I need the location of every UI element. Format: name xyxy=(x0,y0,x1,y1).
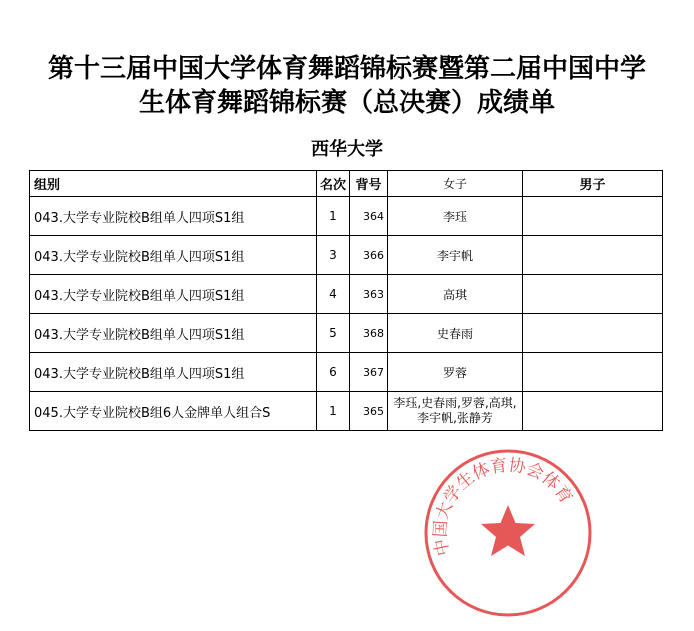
header-bib: 背号 xyxy=(350,171,388,197)
table-row xyxy=(30,314,663,353)
cell-group: 045.大学专业院校B组6人金牌单人组合S xyxy=(30,392,317,431)
cell-group: 043.大学专业院校B组单人四项S1组 xyxy=(30,353,317,392)
cell-rank: 5 xyxy=(317,314,350,353)
cell-group: 043.大学专业院校B组单人四项S1组 xyxy=(30,236,317,275)
cell-female: 罗蓉 xyxy=(388,353,523,392)
cell-group: 043.大学专业院校B组单人四项S1组 xyxy=(30,197,317,236)
cell-rank: 3 xyxy=(317,236,350,275)
table-row xyxy=(30,353,663,392)
cell-male xyxy=(523,275,663,314)
table-row xyxy=(30,392,663,431)
cell-male xyxy=(523,353,663,392)
university-name: 西华大学 xyxy=(311,139,383,160)
results-table xyxy=(29,170,663,431)
cell-bib: 365 xyxy=(350,392,388,431)
table-row xyxy=(30,197,663,236)
header-female: 女子 xyxy=(388,171,523,197)
cell-rank: 1 xyxy=(317,392,350,431)
official-seal xyxy=(420,445,596,621)
cell-female: 李珏 xyxy=(388,197,523,236)
title-line-1: 第十三届中国大学体育舞蹈锦标赛暨第二届中国中学 xyxy=(47,54,646,84)
cell-male xyxy=(523,236,663,275)
cell-rank: 4 xyxy=(317,275,350,314)
cell-rank: 6 xyxy=(317,353,350,392)
star-icon xyxy=(481,505,535,556)
seal-text: 中国大学生体育协会体育舞蹈分会 xyxy=(430,455,577,558)
cell-male xyxy=(523,392,663,431)
cell-female: 高琪 xyxy=(388,275,523,314)
cell-bib: 364 xyxy=(350,197,388,236)
cell-female: 史春雨 xyxy=(388,314,523,353)
header-rank: 名次 xyxy=(317,171,350,197)
cell-group: 043.大学专业院校B组单人四项S1组 xyxy=(30,275,317,314)
cell-rank: 1 xyxy=(317,197,350,236)
document-title xyxy=(0,52,694,120)
header-male: 男子 xyxy=(523,171,663,197)
title-line-2: 生体育舞蹈锦标赛（总决赛）成绩单 xyxy=(138,88,555,118)
cell-bib: 367 xyxy=(350,353,388,392)
cell-bib: 368 xyxy=(350,314,388,353)
table-header-row xyxy=(30,171,663,197)
cell-group: 043.大学专业院校B组单人四项S1组 xyxy=(30,314,317,353)
header-group: 组别 xyxy=(30,171,317,197)
cell-male xyxy=(523,314,663,353)
cell-bib: 363 xyxy=(350,275,388,314)
cell-female: 李宇帆 xyxy=(388,236,523,275)
cell-bib: 366 xyxy=(350,236,388,275)
table-row xyxy=(30,236,663,275)
cell-male xyxy=(523,197,663,236)
cell-female: 李珏,史春雨,罗蓉,高琪,李宇帆,张静芳 xyxy=(388,392,523,431)
table-row xyxy=(30,275,663,314)
